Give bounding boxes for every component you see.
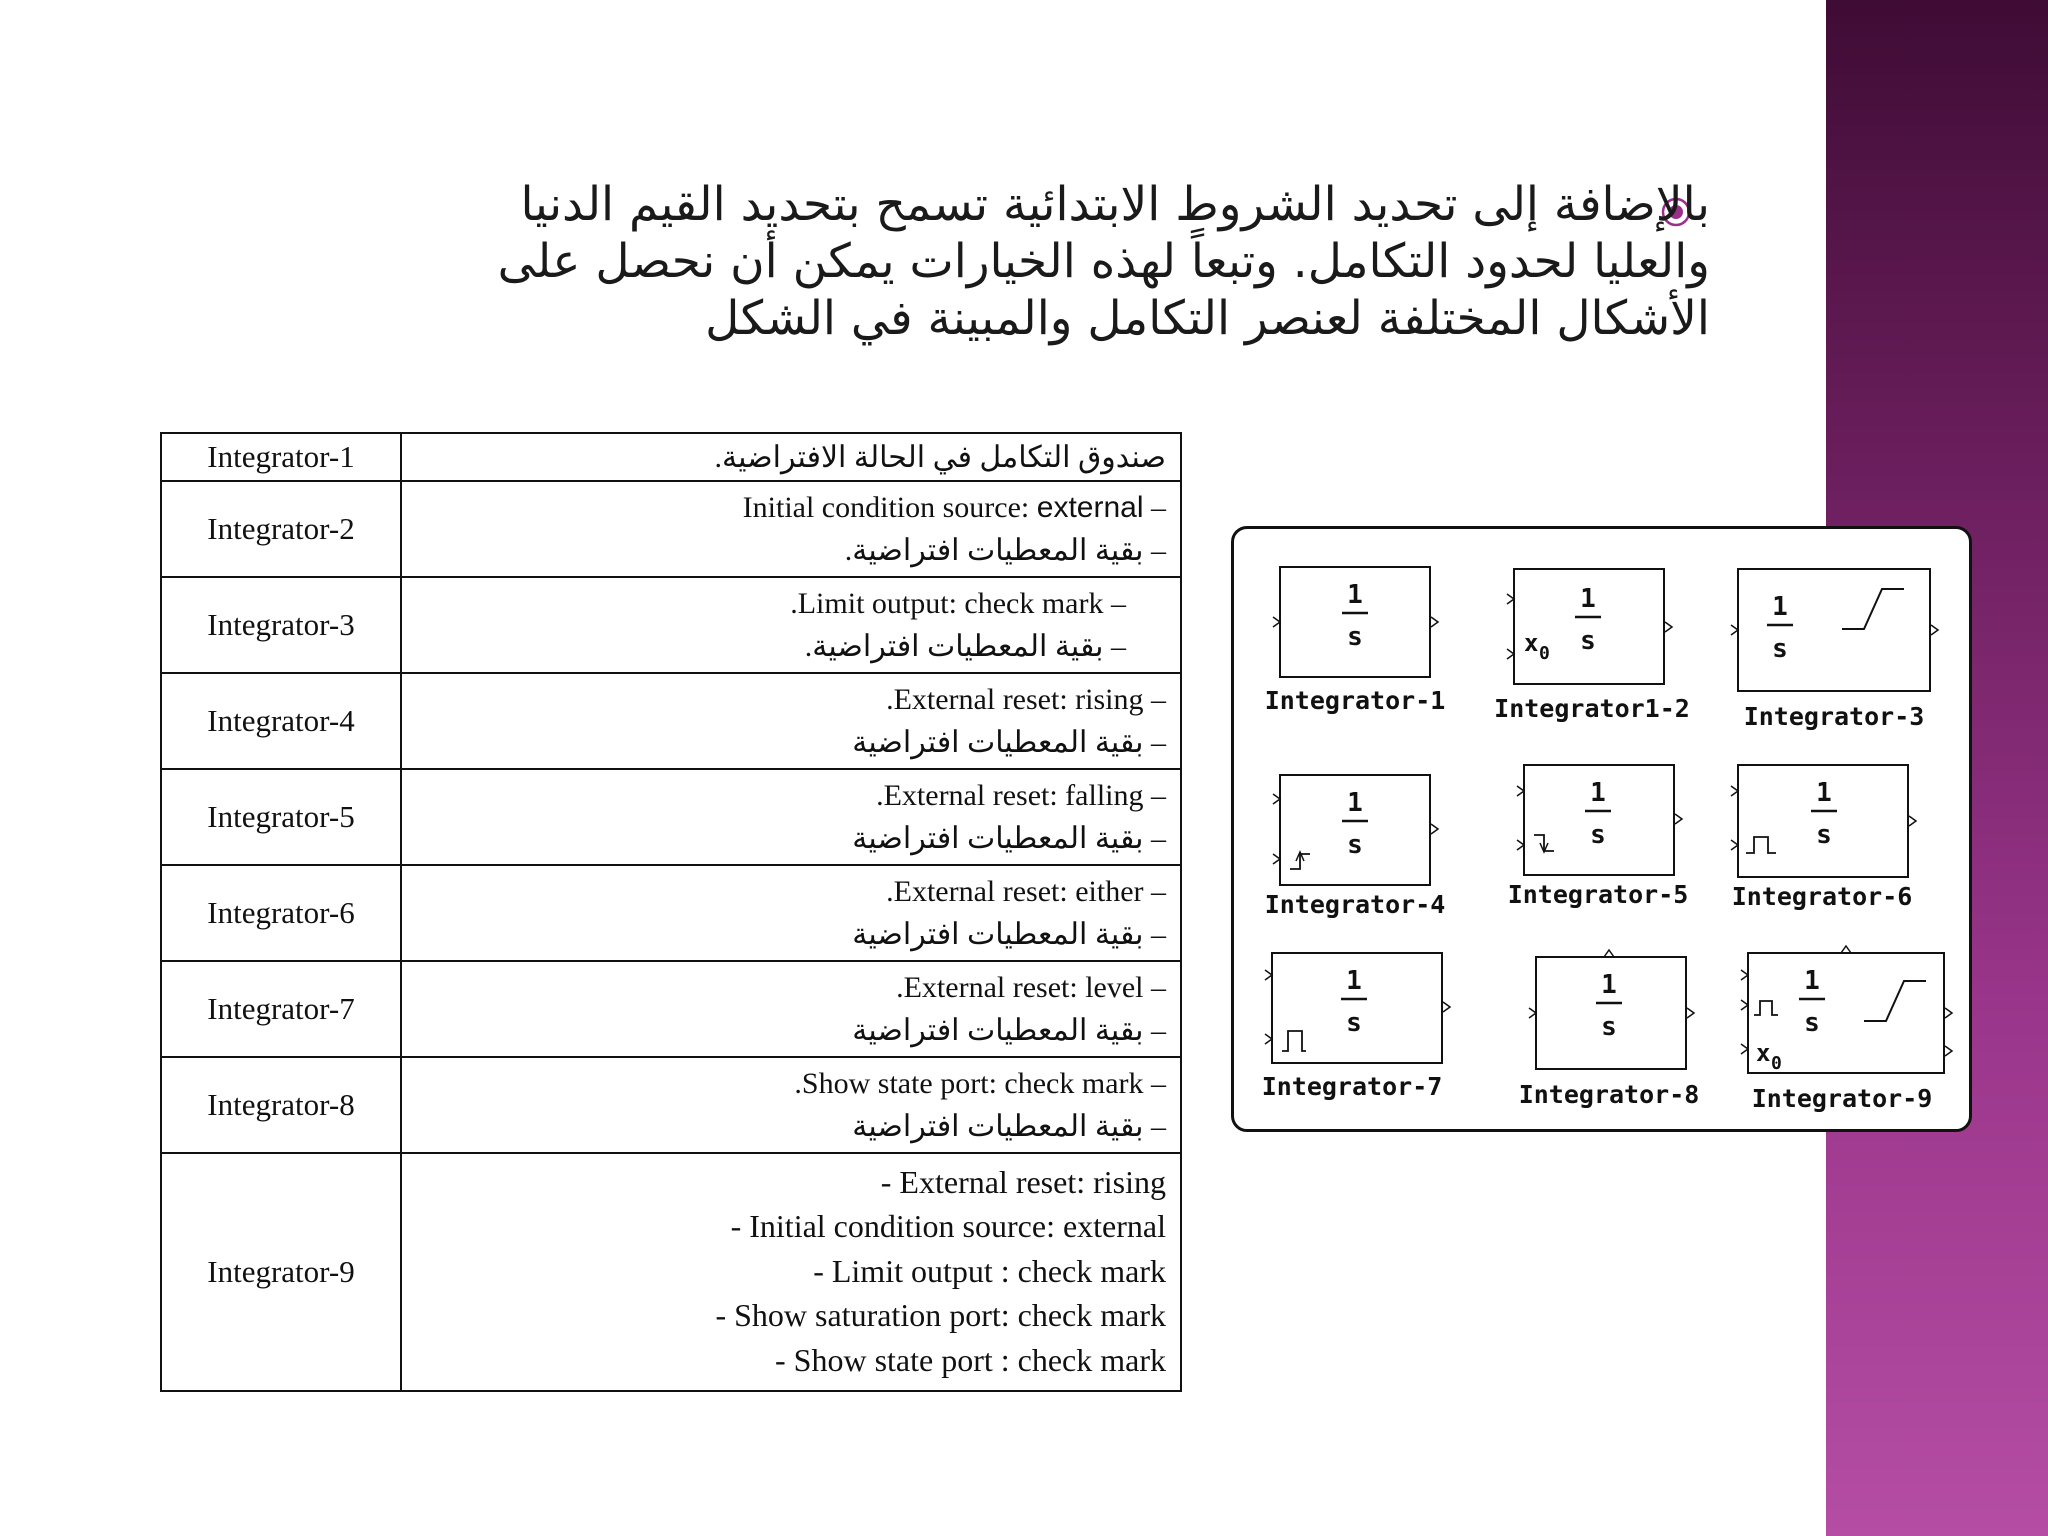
description-line: – بقية المعطيات افتراضية <box>852 1110 1166 1143</box>
input-port-icon <box>1741 1044 1748 1054</box>
input-port-icon <box>1731 625 1738 635</box>
numerator-label: 1 <box>1816 778 1832 808</box>
description-line: .External reset: level – <box>896 971 1166 1004</box>
table-row <box>161 481 1181 577</box>
bullet-line: والعليا لحدود التكامل. وتبعاً لهذه الخيارات يمكن أن نحصل على <box>497 234 1710 289</box>
output-port-icon <box>1675 814 1682 824</box>
description-line: - Show state port : check mark <box>775 1341 1166 1378</box>
description-line: - Limit output : check mark <box>813 1252 1166 1289</box>
description-line: .External reset: falling – <box>876 779 1166 812</box>
output-port-icon <box>1931 625 1938 635</box>
description-text: Initial condition source: <box>742 491 1037 524</box>
description-line: – بقية المعطيات افتراضية <box>852 918 1166 951</box>
input-port-icon <box>1273 854 1280 864</box>
numerator-label: 1 <box>1580 584 1596 614</box>
description-value: external <box>1036 491 1144 524</box>
table-row <box>161 865 1181 961</box>
input-port-icon <box>1529 1008 1536 1018</box>
table-row <box>161 673 1181 769</box>
description-line: - Show saturation port: check mark <box>715 1297 1166 1334</box>
description-line: صندوق التكامل في الحالة الافتراضية. <box>714 440 1166 474</box>
block-label: Integrator-9 <box>1751 1084 1933 1113</box>
numerator-label: 1 <box>1346 966 1362 996</box>
denominator-label: s <box>1601 1012 1617 1042</box>
initial-condition-label: x <box>1756 1039 1771 1067</box>
denominator-label: s <box>1347 622 1363 652</box>
output-port-icon <box>1945 1046 1952 1056</box>
output-port-icon <box>1909 816 1916 826</box>
description-line: – بقية المعطيات افتراضية <box>852 726 1166 759</box>
input-port-icon <box>1273 617 1280 627</box>
initial-condition-subscript: 0 <box>1771 1053 1782 1074</box>
description-line: .Show state port: check mark – <box>794 1067 1166 1100</box>
bullet-line: الأشكال المختلفة لعنصر التكامل والمبينة في الشكل <box>705 291 1710 346</box>
state-port-icon <box>1841 946 1851 953</box>
output-port-icon <box>1431 824 1438 834</box>
input-port-icon <box>1731 840 1738 850</box>
block-label: Integrator-6 <box>1731 882 1913 911</box>
output-port-icon <box>1431 617 1438 627</box>
numerator-label: 1 <box>1804 966 1820 996</box>
description-line: - External reset: rising <box>880 1163 1166 1200</box>
input-port-icon <box>1507 649 1514 659</box>
input-port-icon <box>1517 840 1524 850</box>
integrator-name-cell: Integrator-8 <box>161 1057 401 1153</box>
numerator-label: 1 <box>1772 592 1788 622</box>
description-line: .External reset: rising – <box>886 683 1166 716</box>
denominator-label: s <box>1804 1008 1820 1038</box>
description-cell <box>401 433 1181 481</box>
description-line: – بقية المعطيات افتراضية <box>852 1014 1166 1047</box>
numerator-label: 1 <box>1590 778 1606 808</box>
integrator-blocks-figure <box>1231 526 1972 1132</box>
block-label: Integrator-7 <box>1261 1072 1443 1101</box>
bullet-paragraph <box>170 176 1710 347</box>
description-line: – بقية المعطيات افتراضية <box>852 822 1166 855</box>
denominator-label: s <box>1347 830 1363 860</box>
input-port-icon <box>1273 794 1280 804</box>
input-port-icon <box>1507 594 1514 604</box>
input-port-icon <box>1741 1000 1748 1010</box>
integrator-name-cell: Integrator-4 <box>161 673 401 769</box>
bullet-line: بالإضافة إلى تحديد الشروط الابتدائية تسمح بتحديد القيم الدنيا <box>520 177 1710 232</box>
numerator-label: 1 <box>1347 788 1363 818</box>
denominator-label: s <box>1772 634 1788 664</box>
description-cell <box>401 673 1181 769</box>
table-row <box>161 577 1181 673</box>
table-row <box>161 961 1181 1057</box>
denominator-label: s <box>1580 626 1596 656</box>
description-cell <box>401 769 1181 865</box>
input-port-icon <box>1265 1034 1272 1044</box>
description-cell <box>401 961 1181 1057</box>
description-line: Initial condition source: external – <box>742 491 1166 524</box>
description-line: .Limit output: check mark – <box>790 587 1126 620</box>
input-port-icon <box>1741 970 1748 980</box>
integrator-name-cell: Integrator-5 <box>161 769 401 865</box>
integrator-name-cell: Integrator-7 <box>161 961 401 1057</box>
description-line: – بقية المعطيات افتراضية. <box>844 534 1166 567</box>
integrator-name-cell: Integrator-6 <box>161 865 401 961</box>
numerator-label: 1 <box>1601 970 1617 1000</box>
block-label: Integrator-3 <box>1743 702 1925 731</box>
integrator-spec-table <box>160 432 1182 1392</box>
input-port-icon <box>1517 786 1524 796</box>
input-port-icon <box>1731 786 1738 796</box>
description-cell <box>401 1153 1181 1391</box>
description-line: – بقية المعطيات افتراضية. <box>804 630 1126 663</box>
block-label: Integrator-8 <box>1518 1080 1700 1109</box>
input-port-icon <box>1265 970 1272 980</box>
integrator-name-cell: Integrator-2 <box>161 481 401 577</box>
block-label: Integrator-1 <box>1264 686 1446 715</box>
output-port-icon <box>1945 1008 1952 1018</box>
description-cell <box>401 481 1181 577</box>
description-line: .External reset: either – <box>886 875 1166 908</box>
denominator-label: s <box>1590 820 1606 850</box>
output-port-icon <box>1443 1002 1450 1012</box>
initial-condition-subscript: 0 <box>1539 643 1550 664</box>
output-port-icon <box>1665 622 1672 632</box>
denominator-label: s <box>1346 1008 1362 1038</box>
initial-condition-label: x <box>1524 629 1539 657</box>
block-label: Integrator1-2 <box>1494 694 1690 723</box>
integrator-name-cell: Integrator-9 <box>161 1153 401 1391</box>
numerator-label: 1 <box>1347 580 1363 610</box>
table-row <box>161 1057 1181 1153</box>
table-row <box>161 1153 1181 1391</box>
output-port-icon <box>1687 1008 1694 1018</box>
state-port-icon <box>1604 950 1614 957</box>
description-cell <box>401 577 1181 673</box>
description-line: - Initial condition source: external <box>730 1208 1166 1245</box>
description-cell <box>401 1057 1181 1153</box>
denominator-label: s <box>1816 820 1832 850</box>
table-row <box>161 769 1181 865</box>
integrator-name-cell: Integrator-3 <box>161 577 401 673</box>
integrator-block <box>1738 569 1930 691</box>
table-row <box>161 433 1181 481</box>
integrator-blocks-svg <box>1234 529 1969 1129</box>
block-label: Integrator-4 <box>1264 890 1446 919</box>
description-cell <box>401 865 1181 961</box>
block-label: Integrator-5 <box>1507 880 1689 909</box>
integrator-name-cell: Integrator-1 <box>161 433 401 481</box>
